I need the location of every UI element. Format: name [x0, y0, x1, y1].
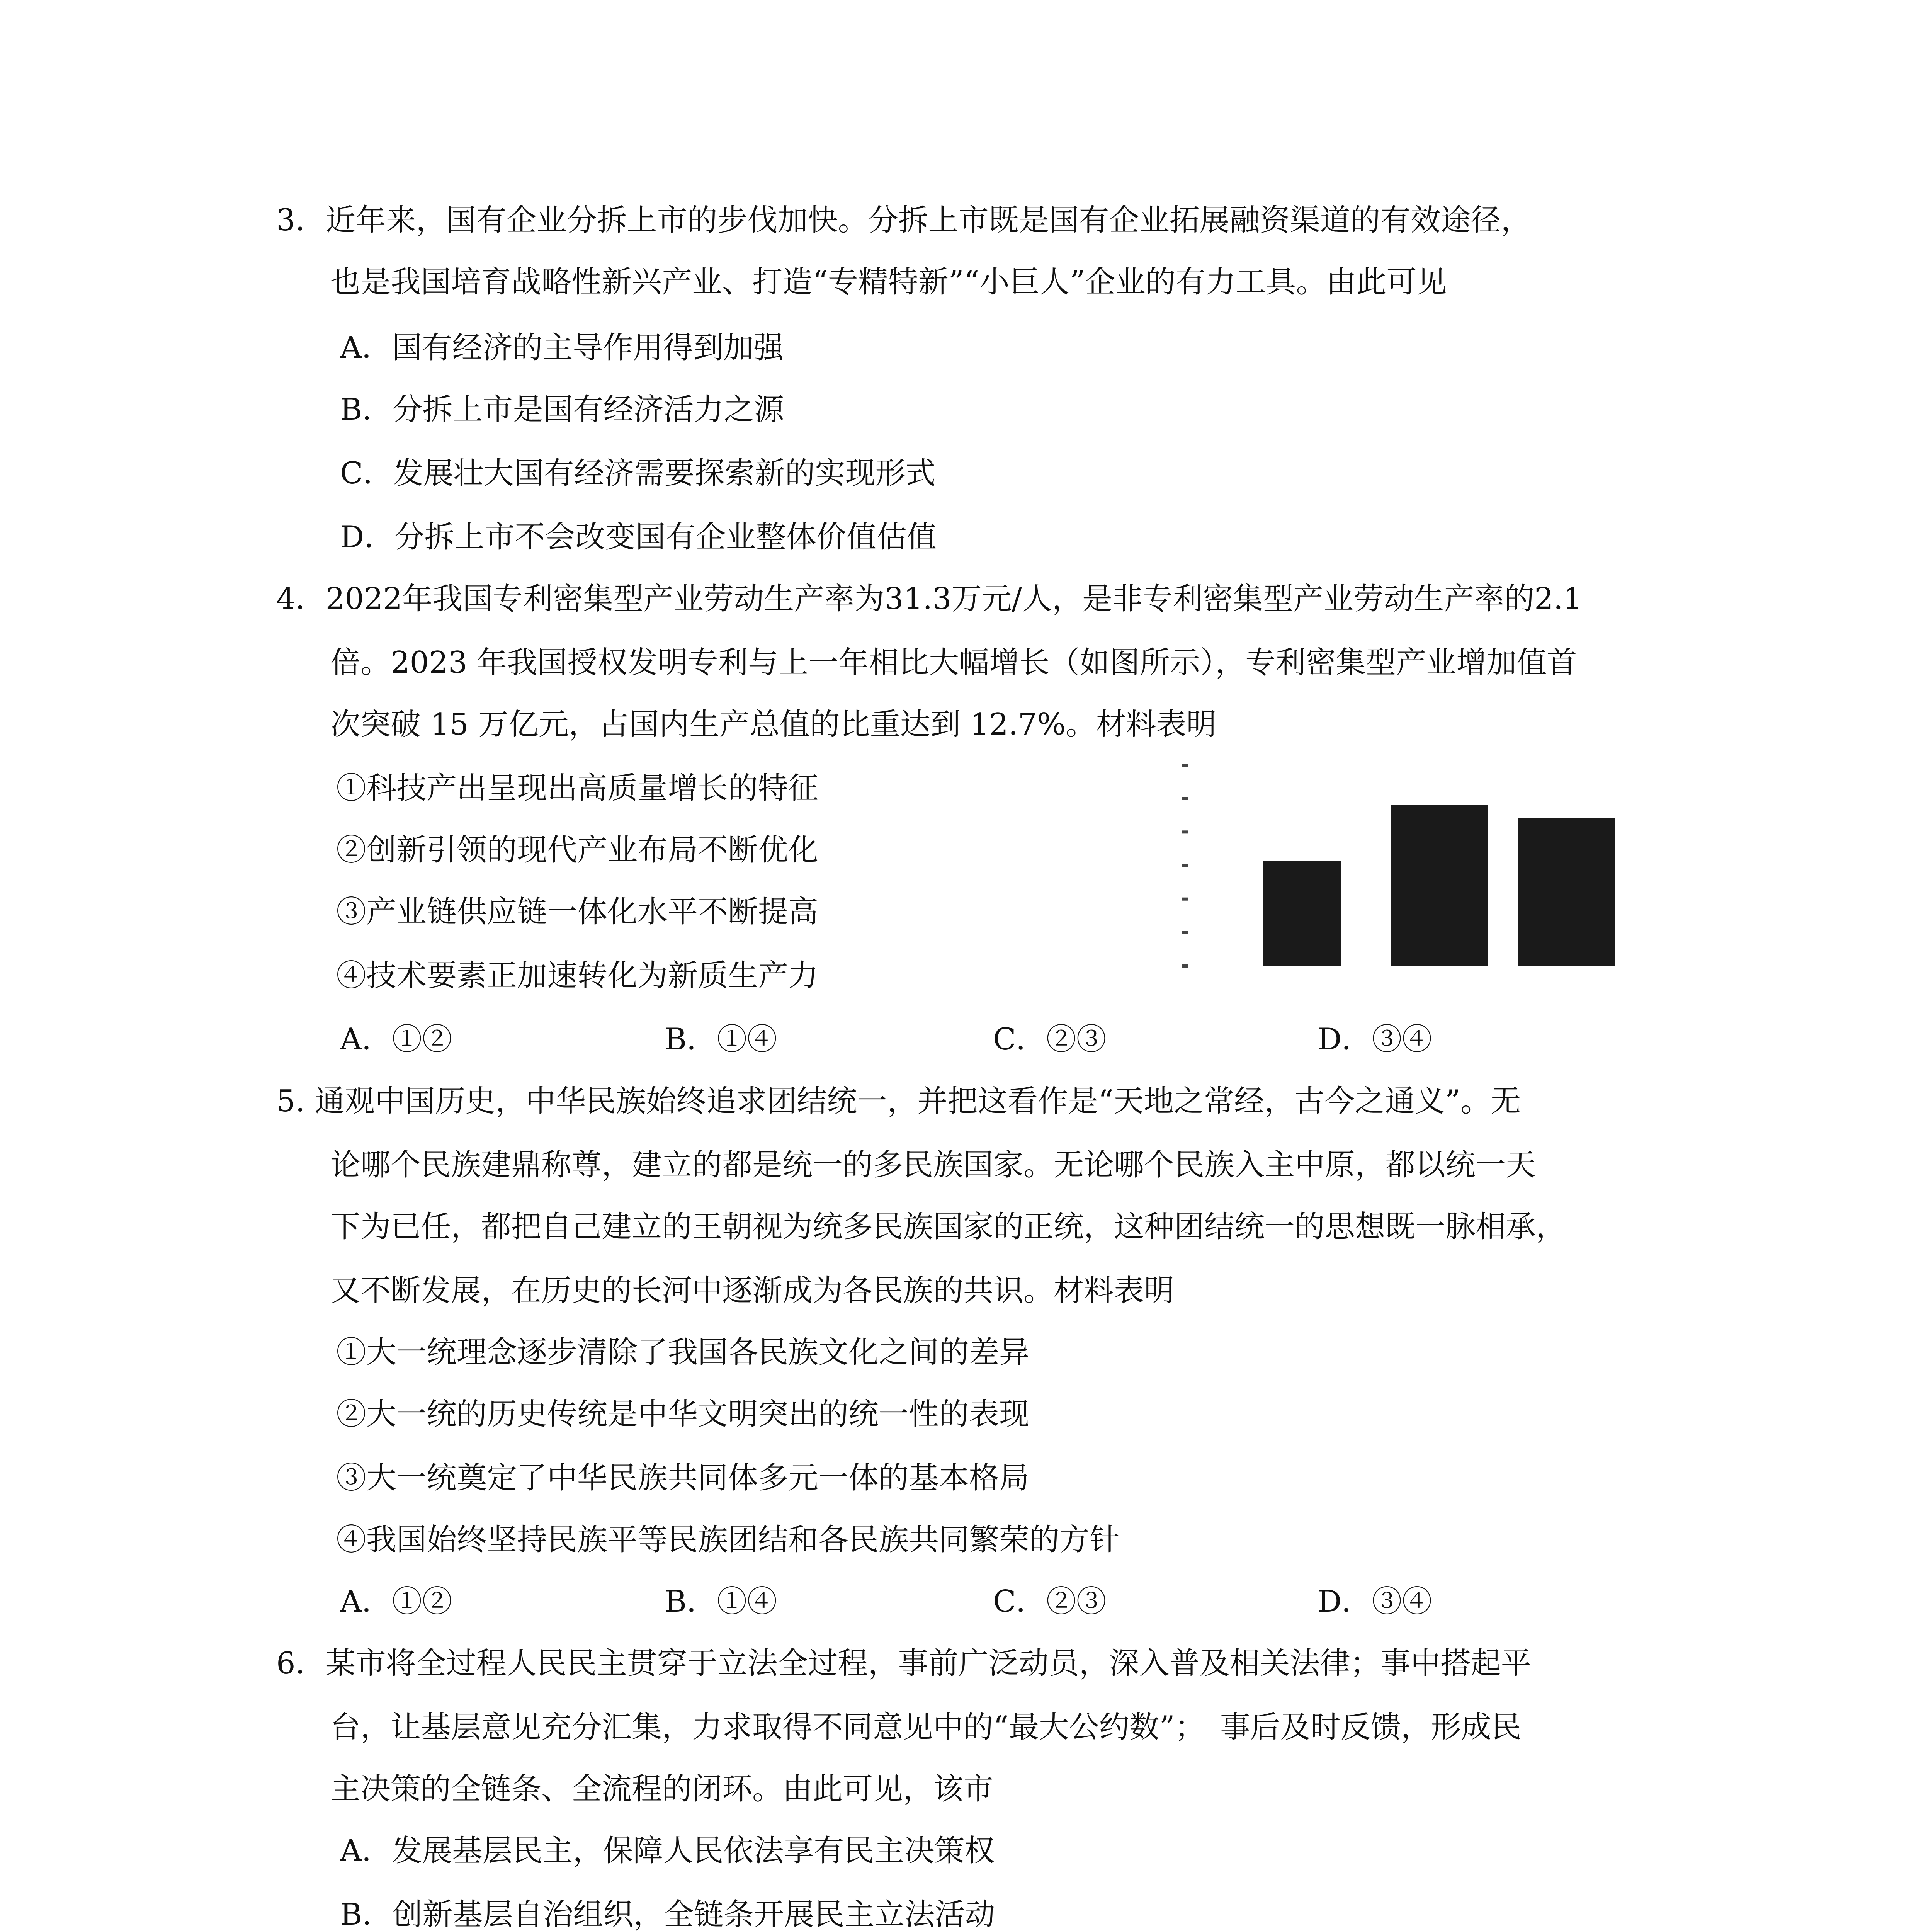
y-tick: [1182, 797, 1188, 800]
option-d: D．③④: [1318, 1584, 1432, 1619]
option-b: B．分拆上市是国有经济活力之源: [340, 392, 784, 427]
statement-2: ②创新引领的现代产业布局不断优化: [336, 833, 819, 867]
statement-1: ①科技产出呈现出高质量增长的特征: [336, 771, 819, 806]
option-a: A．发展基层民主，保障人民依法享有民主决策权: [340, 1833, 995, 1868]
option-b: B．①④: [665, 1022, 777, 1057]
question-stem-line: 论哪个民族建鼎称尊，建立的都是统一的多民族国家。无论哪个民族入主中原，都以统一天: [330, 1148, 1536, 1182]
question-stem-line: 5. 通观中国历史，中华民族始终追求团结统一，并把这看作是“天地之常经，古今之通义”。无: [276, 1084, 1521, 1119]
option-a: A．①②: [340, 1584, 452, 1619]
option-d: D．分拆上市不会改变国有企业整体价值估值: [340, 520, 937, 554]
bar: [1518, 818, 1615, 966]
y-tick: [1182, 764, 1188, 767]
statement-4: ④我国始终坚持民族平等民族团结和各民族共同繁荣的方针: [336, 1522, 1120, 1557]
question-stem-line: 3．近年来，国有企业分拆上市的步伐加快。分拆上市既是国有企业拓展融资渠道的有效途径，: [276, 203, 1531, 238]
option-b: B．①④: [665, 1584, 777, 1619]
question-stem-line: 6．某市将全过程人民民主贯穿于立法全过程，事前广泛动员，深入普及相关法律；事中搭起平: [276, 1646, 1531, 1681]
patent-bar-chart: [1171, 750, 1673, 997]
y-tick: [1182, 931, 1188, 934]
question-stem-line: 倍。2023 年我国授权发明专利与上一年相比大幅增长（如图所示），专利密集型产业增加值首: [330, 645, 1577, 680]
option-c: C．②③: [993, 1022, 1107, 1057]
question-stem-line: 下为已任，都把自己建立的王朝视为统多民族国家的正统，这种团结统一的思想既一脉相承，: [330, 1209, 1566, 1244]
y-axis-ticks: [1182, 764, 1188, 968]
y-tick: [1182, 830, 1188, 833]
statement-4: ④技术要素正加速转化为新质生产力: [336, 958, 819, 993]
bar: [1263, 861, 1341, 966]
options-row: [0, 1582, 1916, 1621]
bars: [1263, 805, 1615, 966]
option-c: C．②③: [993, 1584, 1107, 1619]
option-a: A．①②: [340, 1022, 452, 1057]
statement-3: ③产业链供应链一体化水平不断提高: [336, 895, 819, 929]
y-tick: [1182, 864, 1188, 867]
statement-3: ③大一统奠定了中华民族共同体多元一体的基本格局: [336, 1461, 1030, 1495]
option-d: D．③④: [1318, 1022, 1432, 1057]
question-stem-line: 4．2022年我国专利密集型产业劳动生产率为31.3万元/人，是非专利密集型产业劳动生产率的2.1: [276, 582, 1583, 616]
option-c: C．发展壮大国有经济需要探索新的实现形式: [340, 456, 936, 491]
question-stem-line: 也是我国培育战略性新兴产业、打造“专精特新”“小巨人”企业的有力工具。由此可见: [330, 265, 1447, 299]
option-a: A．国有经济的主导作用得到加强: [340, 330, 784, 365]
y-tick: [1182, 898, 1188, 901]
question-stem-line: 主决策的全链条、全流程的闭环。由此可见，该市: [330, 1772, 994, 1806]
bar: [1391, 805, 1488, 966]
statement-2: ②大一统的历史传统是中华文明突出的统一性的表现: [336, 1397, 1030, 1432]
options-row: [0, 1020, 1916, 1059]
question-stem-line: 次突破 15 万亿元，占国内生产总值的比重达到 12.7%。材料表明: [330, 707, 1217, 742]
option-b: B．创新基层自治组织，全链条开展民主立法活动: [340, 1897, 995, 1932]
question-stem-line: 又不断发展，在历史的长河中逐渐成为各民族的共识。材料表明: [330, 1273, 1175, 1308]
statement-1: ①大一统理念逐步清除了我国各民族文化之间的差异: [336, 1335, 1030, 1370]
question-stem-line: 台，让基层意见充分汇集，力求取得不同意见中的“最大公约数”； 事后及时反馈，形成民: [330, 1710, 1522, 1745]
y-tick: [1182, 964, 1188, 968]
